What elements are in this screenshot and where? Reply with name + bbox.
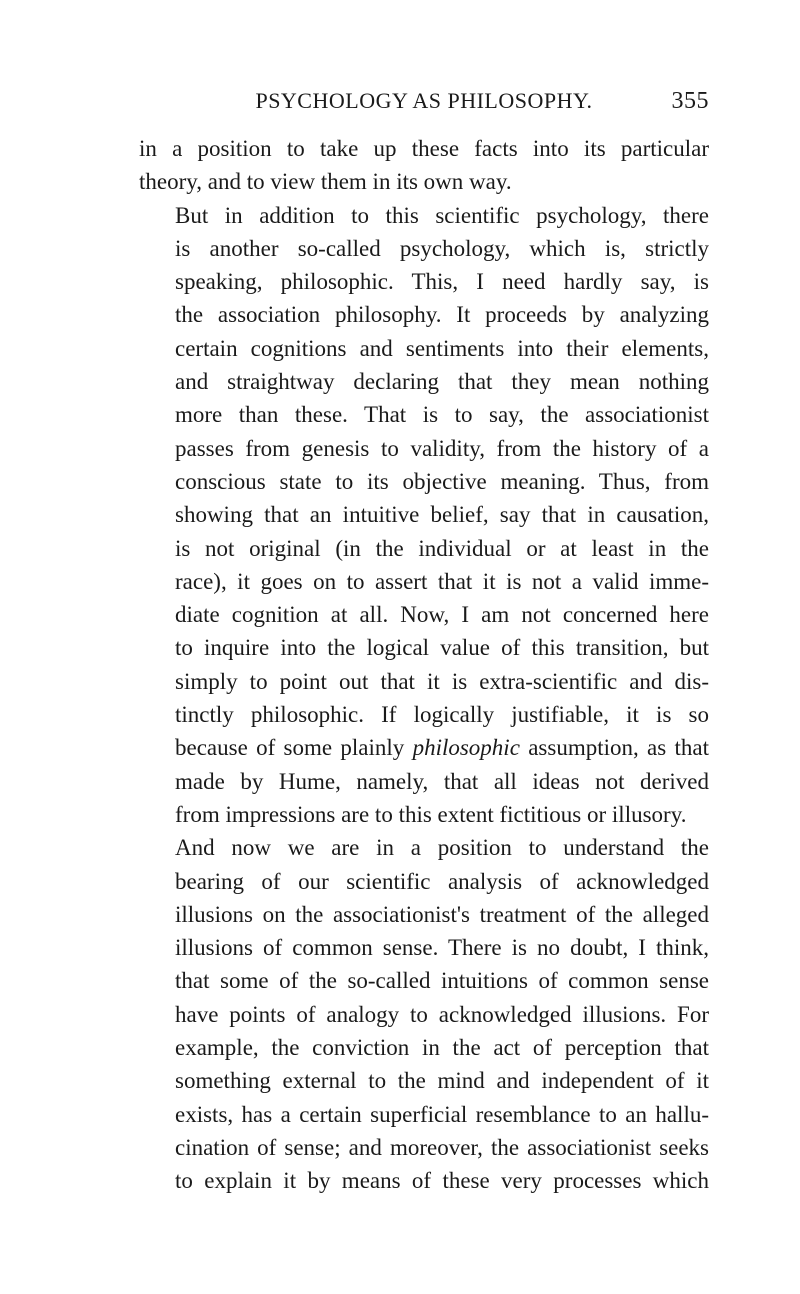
text-line	[139, 731, 709, 764]
text-line: diate cognition at all. Now, I am not concerned here	[175, 602, 709, 628]
text-line: bearing of our scientific analysis of acknowledged	[175, 868, 709, 894]
text-line: to inquire into the logical value of this transition, but	[175, 635, 709, 661]
running-title: PSYCHOLOGY AS PHILOSOPHY.	[255, 88, 593, 113]
text-line: simply to point out that it is extra-scientific and dis-	[175, 668, 709, 694]
text-line: tinctly philosophic. If logically justifiable, it is so	[175, 702, 709, 728]
text-line: speaking, philosophic. This, I need hardly say, is	[175, 269, 709, 295]
text-line: example, the conviction in the act of perception that	[175, 1035, 709, 1061]
text-line: illusions on the associationist's treatment of the alleged	[175, 901, 709, 927]
text-line: that some of the so-called intuitions of common sense	[175, 968, 709, 994]
text-line: is another so-called psychology, which is, strictly	[175, 235, 709, 261]
paragraph-3	[139, 831, 709, 1197]
text-line: have points of analogy to acknowledged illusions. For	[175, 1001, 709, 1027]
text-line: illusions of common sense. There is no doubt, I think,	[175, 935, 709, 961]
text-line: theory, and to view them in its own way.	[139, 169, 512, 195]
text-line: cination of sense; and moreover, the associationist seeks	[175, 1134, 709, 1160]
text-line: from impressions are to this extent fictitious or illusory.	[175, 801, 687, 827]
text-segment: assumption, as that	[519, 735, 709, 761]
text-line: in a position to take up these facts into its particular	[139, 136, 709, 161]
text-line: But in addition to this scientific psychology, there	[175, 202, 709, 228]
text-line: And now we are in a position to understand the	[175, 835, 709, 861]
text-line: something external to the mind and independent of it	[175, 1068, 709, 1094]
page-number: 355	[671, 88, 709, 114]
running-header	[139, 88, 709, 118]
text-line: to explain it by means of these very processes which	[175, 1168, 709, 1194]
text-line: showing that an intuitive belief, say that in causation,	[175, 502, 709, 528]
text-line: made by Hume, namely, that all ideas not derived	[175, 768, 709, 794]
paragraph-1	[139, 132, 709, 199]
book-page	[139, 88, 709, 1198]
text-line: certain cognitions and sentiments into their elements,	[175, 335, 709, 361]
text-line: more than these. That is to say, the associationist	[175, 402, 709, 428]
text-line: race), it goes on to assert that it is not a valid imme-	[175, 568, 709, 594]
text-line: conscious state to its objective meaning. Thus, from	[175, 468, 709, 494]
text-line: exists, has a certain superficial resemblance to an hallu-	[175, 1101, 709, 1127]
text-line: passes from genesis to validity, from the history of a	[175, 435, 709, 461]
paragraph-2	[139, 199, 709, 832]
italic-word: philosophic	[412, 735, 520, 761]
text-segment: because of some plainly	[175, 735, 413, 761]
text-line: the association philosophy. It proceeds by analyzing	[175, 302, 709, 328]
text-line: and straightway declaring that they mean nothing	[175, 369, 709, 395]
text-line: is not original (in the individual or at least in the	[175, 535, 709, 561]
body-text	[139, 132, 709, 1198]
